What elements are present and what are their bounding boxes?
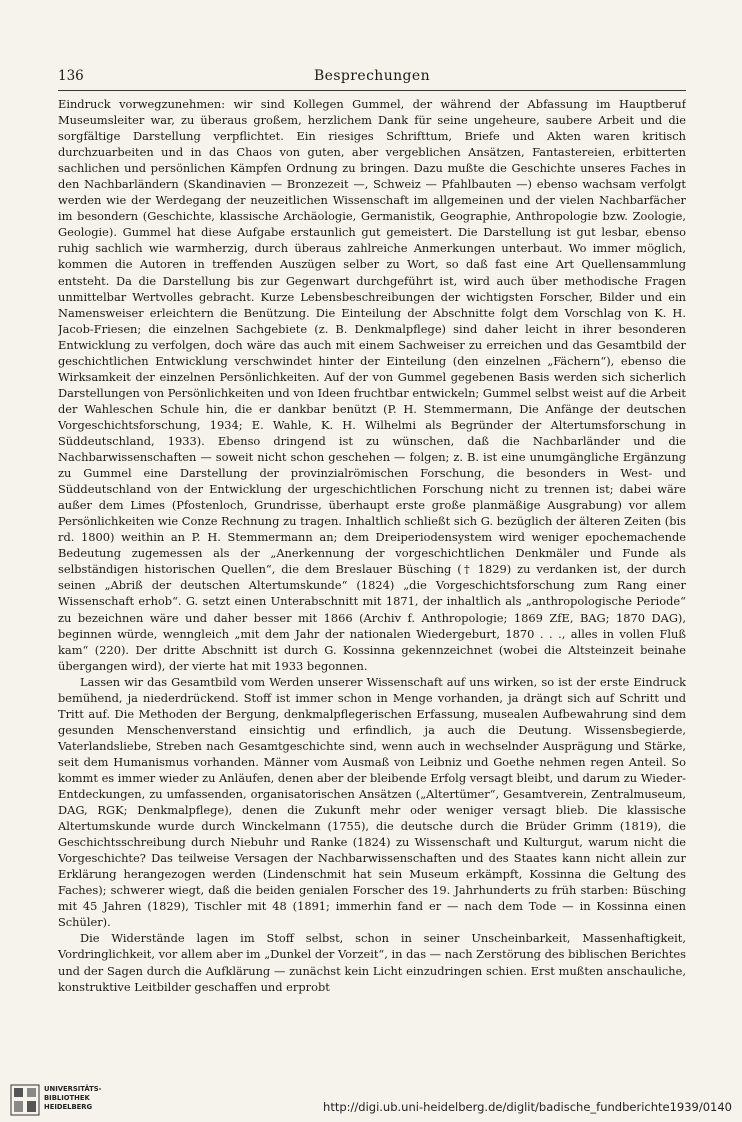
paragraph-2: Lassen wir das Gesamtbild vom Werden unserer Wissenschaft auf uns wirken, so ist der erste Eindruck bemühend, ja niederdrückend. Stoff ist immer schon in Menge vorhanden, ja drängt sich auf Schritt und Tritt auf. Die Methoden der Bergung, denkmalpflegerischen Erfassung, musealen Aufbewahrung sind dem gesunden Menschenverstand einsichtig und erfindlich, ja auch die Deutung. Wissensbegierde, Vaterlandsliebe, Streben nach Gesamtgeschichte sind, wenn auch in wechselnder Ausprägung und Stärke, seit dem Humanismus vorhanden. Männer vom Ausmaß von Leibniz und Goethe nehmen regen Anteil. So kommt es immer wieder zu Anläufen, denen aber der bleibende Erfolg versagt bleibt, und darum zu Wieder-Entdeckungen, zu umfassenden, organisatorischen Ansätzen („Altertümer“, Gesamtverein, Zentralmuseum, DAG, RGK; Denkmalpflege), denen die Zukunft mehr oder weniger versagt blieb. Die klassische Altertumskunde wurde durch Winckelmann (1755), die deutsche durch die Brüder Grimm (1819), die Geschichtsschreibung durch Niebuhr und Ranke (1824) zu Wissenschaft und Kulturgut, warum nicht die Vorgeschichte? Das teilweise Versagen der Nachbarwissenschaften und des Staates kann nicht allein zur Erklärung herangezogen werden (Lindenschmit hat sein Museum erkämpft, Kossinna die Geltung des Faches); schwerer wiegt, daß die beiden genialen Forscher des 19. Jahrhunderts zu früh starben: Büsching mit 45 Jahren (1829), Tischler mit 48 (1891; immerhin fand er — nach dem Tode — in Kossinna einen Schüler). bbox=[58, 674, 686, 930]
library-name bbox=[44, 1085, 134, 1112]
paragraph-3: Die Widerstände lagen im Stoff selbst, schon in seiner Unscheinbarkeit, Massenhaftigkeit, Vordringlichkeit, vor allem aber im „Dunkel der Vorzeit“, in das — nach Zerstörung des biblischen Berichtes und der Sagen durch die Aufklärung — zunächst kein Licht einzudringen schien. Erst mußten anschauliche, konstruktive Leitbilder geschaffen und erprobt bbox=[58, 931, 686, 994]
university-library-logo-icon bbox=[10, 1084, 40, 1116]
body-text bbox=[58, 96, 686, 1058]
paragraph-1: Eindruck vorwegzunehmen: wir sind Kollegen Gummel, der während der Abfassung im Hauptberuf Museumsleiter war, zu überaus großem, herzlichem Dank für seine ungeheure, saubere Arbeit und die sorgfältige Darstellung verpflichtet. Ein riesiges Schrifttum, Briefe und Akten waren kritisch durchzuarbeiten und in das Chaos von guten, aber vergeblichen Ansätzen, Fantastereien, erbitterten sachlichen und persönlichen Kämpfen Ordnung zu bringen. Dazu mußte die Geschichte unseres Faches in den Nachbarländern (Skandinavien — Bronzezeit —, Schweiz — Pfahlbauten —) ebenso wachsam verfolgt werden wie der Werdegang der neuzeitlichen Wissenschaft im allgemeinen und der vielen Nachbarfächer im besondern (Geschichte, klassische Archäologie, Germanistik, Geographie, Anthropologie bzw. Zoologie, Geologie). Gummel hat diese Aufgabe erstaunlich gut gemeistert. Die Darstellung ist gut lesbar, ebenso ruhig sachlich wie warmherzig, durch überaus zahlreiche Anmerkungen unterbaut. Wo immer möglich, kommen die Autoren in treffenden Auszügen selber zu Wort, so daß fast eine Art Quellensammlung entsteht. Da die Darstellung bis zur Gegenwart durchgeführt ist, wird auch über methodische Fragen unmittelbar Wertvolles gebracht. Kurze Lebensbeschreibungen der wichtigsten Forscher, Bilder und ein Namensweiser erleichtern die Benützung. Die Einteilung der Abschnitte folgt dem Vorschlag von K. H. Jacob-Friesen; die einzelnen Sachgebiete (z. B. Denkmalpflege) sind daher leicht in ihrer besonderen Entwicklung zu verfolgen, doch wäre das auch mit einem Sachweiser zu erreichen und das Gesamtbild der geschichtlichen Entwicklung verschwindet hinter der Einteilung (den einzelnen „Fächern“), ebenso die Wirksamkeit der einzelnen Persönlichkeiten. Auf der von Gummel gegebenen Basis werden sich sicherlich Darstellungen von Persönlichkeiten und von Ideen fruchtbar entwickeln; Gummel selbst weist auf die Arbeit der Wahleschen Schule hin, die er dankbar benützt (P. H. Stemmermann, Die Anfänge der deutschen Vorgeschichtsforschung, 1934; E. Wahle, K. H. Wilhelmi als Begründer der Altertumsforschung in Süddeutschland, 1933). Ebenso dringend ist zu wünschen, daß die Nachbarländer und die Nachbarwissenschaften — soweit nicht schon geschehen — folgen; z. B. ist eine unumgängliche Ergänzung zu Gummel eine Darstellung der provinzialrömischen Forschung, die besonders in West- und Süddeutschland von der Entwicklung der urgeschichtlichen Forschung nicht zu trennen ist; dabei wäre außer dem Limes (Pfostenloch, Grundrisse, überhaupt erste große planmäßige Ausgrabung) vor allem Persönlichkeiten wie Conze Rechnung zu tragen. Inhaltlich schließt sich G. bezüglich der älteren Zeiten (bis rd. 1800) weithin an P. H. Stemmermann an; dem Dreiperiodensystem wird weniger epochemachende Bedeutung zugemessen als der „Anerkennung der vorgeschichtlichen Denkmäler und Funde als selbständigen historischen Quellen“, die dem Breslauer Büsching († 1829) zu verdanken ist, der durch seinen „Abriß der deutschen Altertumskunde“ (1824) „die Vorgeschichtsforschung zum Rang einer Wissenschaft erhob“. G. setzt einen Unterabschnitt mit 1871, der inhaltlich als „anthropologische Periode“ zu bezeichnen wäre und daher besser mit 1866 (Archiv f. Anthropologie; 1869 ZfE, BAG; 1870 DAG), beginnen würde, wenngleich „mit dem Jahr der nationalen Wiedergeburt, 1870 . . ., alles in vollen Fluß kam“ (220). Der dritte Abschnitt ist durch G. Kossinna gekennzeichnet (wobei die Altsteinzeit beinahe übergangen wird), der vierte hat mit 1933 begonnen. bbox=[58, 97, 686, 673]
library-name-line: BIBLIOTHEK bbox=[44, 1094, 90, 1102]
page-footer bbox=[0, 1080, 742, 1122]
page-number: 136 bbox=[58, 68, 84, 84]
page-header bbox=[58, 68, 686, 91]
library-name-line: UNIVERSITÄTS- bbox=[44, 1085, 102, 1093]
library-name-line: HEIDELBERG bbox=[44, 1103, 93, 1111]
running-head: Besprechungen bbox=[313, 68, 431, 84]
source-url-link[interactable]: http://digi.ub.uni-heidelberg.de/diglit/badische_fundberichte1939/0140 bbox=[323, 1100, 732, 1114]
